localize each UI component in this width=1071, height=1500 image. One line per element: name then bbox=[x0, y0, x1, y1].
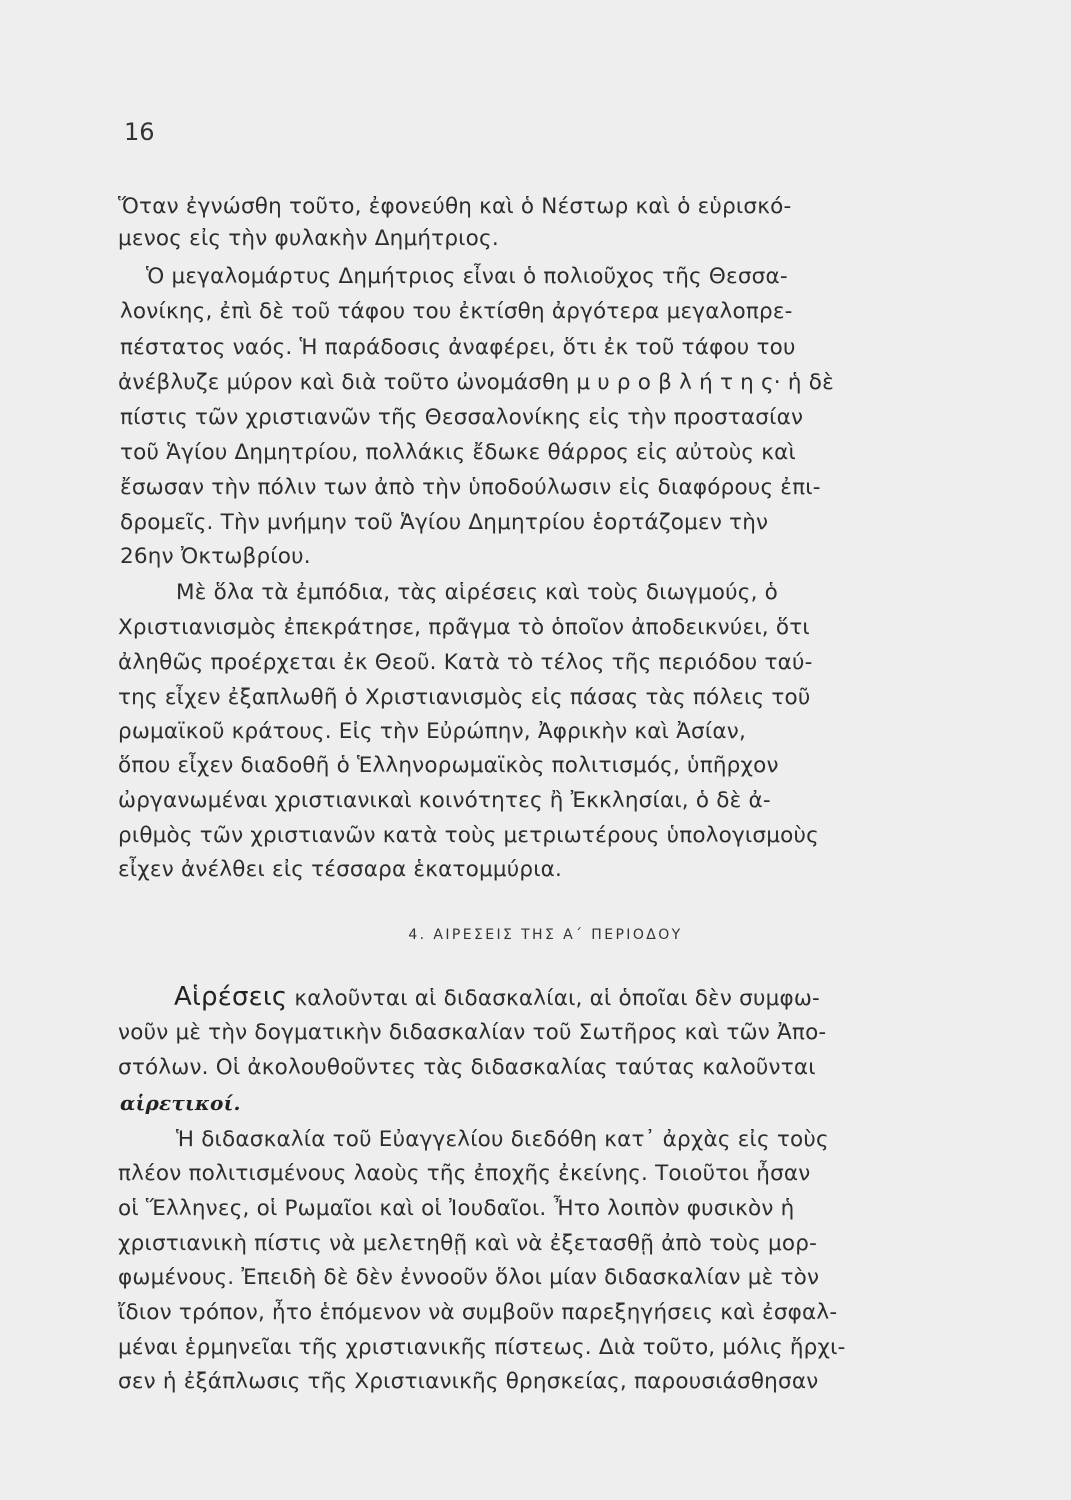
text-line: μέναι ἑρμηνεῖαι τῆς χριστιανικῆς πίστεως. Διὰ τοῦτο, μόλις ἤρχι- bbox=[118, 1335, 846, 1360]
text-line bbox=[120, 1088, 241, 1119]
text-line: ρωμαϊκοῦ κράτους. Εἰς τὴν Εὐρώπην, Ἀφρικὴν καὶ Ἀσίαν, bbox=[118, 719, 746, 744]
text-line: χριστιανικὴ πίστις νὰ μελετηθῇ καὶ νὰ ἐξετασθῇ ἀπὸ τοὺς μορ- bbox=[118, 1231, 818, 1256]
text-line: ἀνέβλυζε μύρον καὶ διὰ τοῦτο ὠνομάσθη μ υ ρ ο β λ ή τ η ς· ἡ δὲ bbox=[118, 370, 834, 395]
text-line: 26ην Ὀκτωβρίου. bbox=[120, 544, 311, 569]
text-line: δρομεῖς. Τὴν μνήμην τοῦ Ἁγίου Δημητρίου ἑορτάζομεν τὴν bbox=[120, 510, 769, 535]
text-fragment: καλοῦνται αἱ διδασκαλίαι, αἱ ὁποῖαι δὲν συμφω- bbox=[294, 986, 821, 1011]
text-line: ἀληθῶς προέρχεται ἐκ Θεοῦ. Κατὰ τὸ τέλος τῆς περιόδου ταύ- bbox=[118, 650, 813, 675]
text-line: ὅπου εἶχεν διαδοθῆ ὁ Ἑλληνορωμαϊκὸς πολιτισμός, ὑπῆρχον bbox=[118, 753, 779, 778]
page-number: 16 bbox=[124, 118, 155, 146]
text-line: λονίκης, ἐπὶ δὲ τοῦ τάφου του ἐκτίσθη ἀργότερα μεγαλοπρε- bbox=[120, 299, 793, 324]
text-line: ἔσωσαν τὴν πόλιν των ἀπὸ τὴν ὑποδούλωσιν εἰς διαφόρους ἐπι- bbox=[120, 475, 821, 500]
term-heresies: Αἱρέσεις bbox=[174, 982, 288, 1012]
text-line: πίστις τῶν χριστιανῶν τῆς Θεσσαλονίκης εἰς τὴν προστασίαν bbox=[120, 405, 804, 430]
text-line: φωμένους. Ἐπειδὴ δὲ δὲν ἐννοοῦν ὅλοι μίαν διδασκαλίαν μὲ τὸν bbox=[118, 1265, 820, 1290]
text-line: Ἡ διδασκαλία τοῦ Εὐαγγελίου διεδόθη κατ᾽ ἀρχὰς εἰς τοὺς bbox=[176, 1127, 829, 1152]
text-line: στόλων. Οἱ ἀκολουθοῦντες τὰς διδασκαλίας ταύτας καλοῦνται bbox=[118, 1055, 816, 1080]
text-line: πέστατος ναός. Ἡ παράδοσις ἀναφέρει, ὅτι ἐκ τοῦ τάφου του bbox=[120, 335, 796, 360]
text-line: μενος εἰς τὴν φυλακὴν Δημήτριος. bbox=[118, 226, 499, 251]
text-line: της εἶχεν ἐξαπλωθῆ ὁ Χριστιανισμὸς εἰς πάσας τὰς πόλεις τοῦ bbox=[118, 685, 811, 710]
term-heretics: αἱρετικοί. bbox=[120, 1091, 241, 1115]
text-line: τοῦ Ἁγίου Δημητρίου, πολλάκις ἔδωκε θάρρος εἰς αὐτοὺς καὶ bbox=[120, 440, 796, 465]
text-line: Ὁ μεγαλομάρτυς Δημήτριος εἶναι ὁ πολιοῦχος τῆς Θεσσα- bbox=[146, 264, 788, 289]
text-line: ριθμὸς τῶν χριστιανῶν κατὰ τοὺς μετριωτέρους ὑπολογισμοὺς bbox=[118, 823, 819, 848]
text-line: Ὅταν ἐγνώσθη τοῦτο, ἐφονεύθη καὶ ὁ Νέστωρ καὶ ὁ εὑρισκό- bbox=[118, 194, 792, 219]
text-line: νοῦν μὲ τὴν δογματικὴν διδασκαλίαν τοῦ Σωτῆρος καὶ τῶν Ἀπο- bbox=[118, 1020, 827, 1045]
text-line: σεν ἡ ἐξάπλωσις τῆς Χριστιανικῆς θρησκείας, παρουσιάσθησαν bbox=[118, 1369, 819, 1394]
text-line: πλέον πολιτισμένους λαοὺς τῆς ἐποχῆς ἐκείνης. Τοιοῦτοι ἦσαν bbox=[118, 1161, 811, 1186]
text-line: Χριστιανισμὸς ἐπεκράτησε, πρᾶγμα τὸ ὁποῖον ἀποδεικνύει, ὅτι bbox=[118, 615, 810, 640]
text-line bbox=[174, 982, 820, 1014]
text-line: οἱ Ἕλληνες, οἱ Ρωμαῖοι καὶ οἱ Ἰουδαῖοι. Ἦτο λοιπὸν φυσικὸν ἡ bbox=[118, 1196, 795, 1221]
text-line: εἶχεν ἀνέλθει εἰς τέσσαρα ἑκατομμύρια. bbox=[118, 857, 563, 882]
section-heading: 4. ΑΙΡΕΣΕΙΣ ΤΗΣ Α΄ ΠΕΡΙΟΔΟΥ bbox=[408, 927, 683, 943]
text-line: ὠργανωμέναι χριστιανικαὶ κοινότητες ἢ Ἐκκλησίαι, ὁ δὲ ἀ- bbox=[118, 788, 771, 813]
text-line: ἴδιον τρόπον, ἦτο ἑπόμενον νὰ συμβοῦν παρεξηγήσεις καὶ ἐσφαλ- bbox=[118, 1300, 838, 1325]
text-line: Μὲ ὅλα τὰ ἐμπόδια, τὰς αἱρέσεις καὶ τοὺς διωγμούς, ὁ bbox=[176, 580, 778, 605]
